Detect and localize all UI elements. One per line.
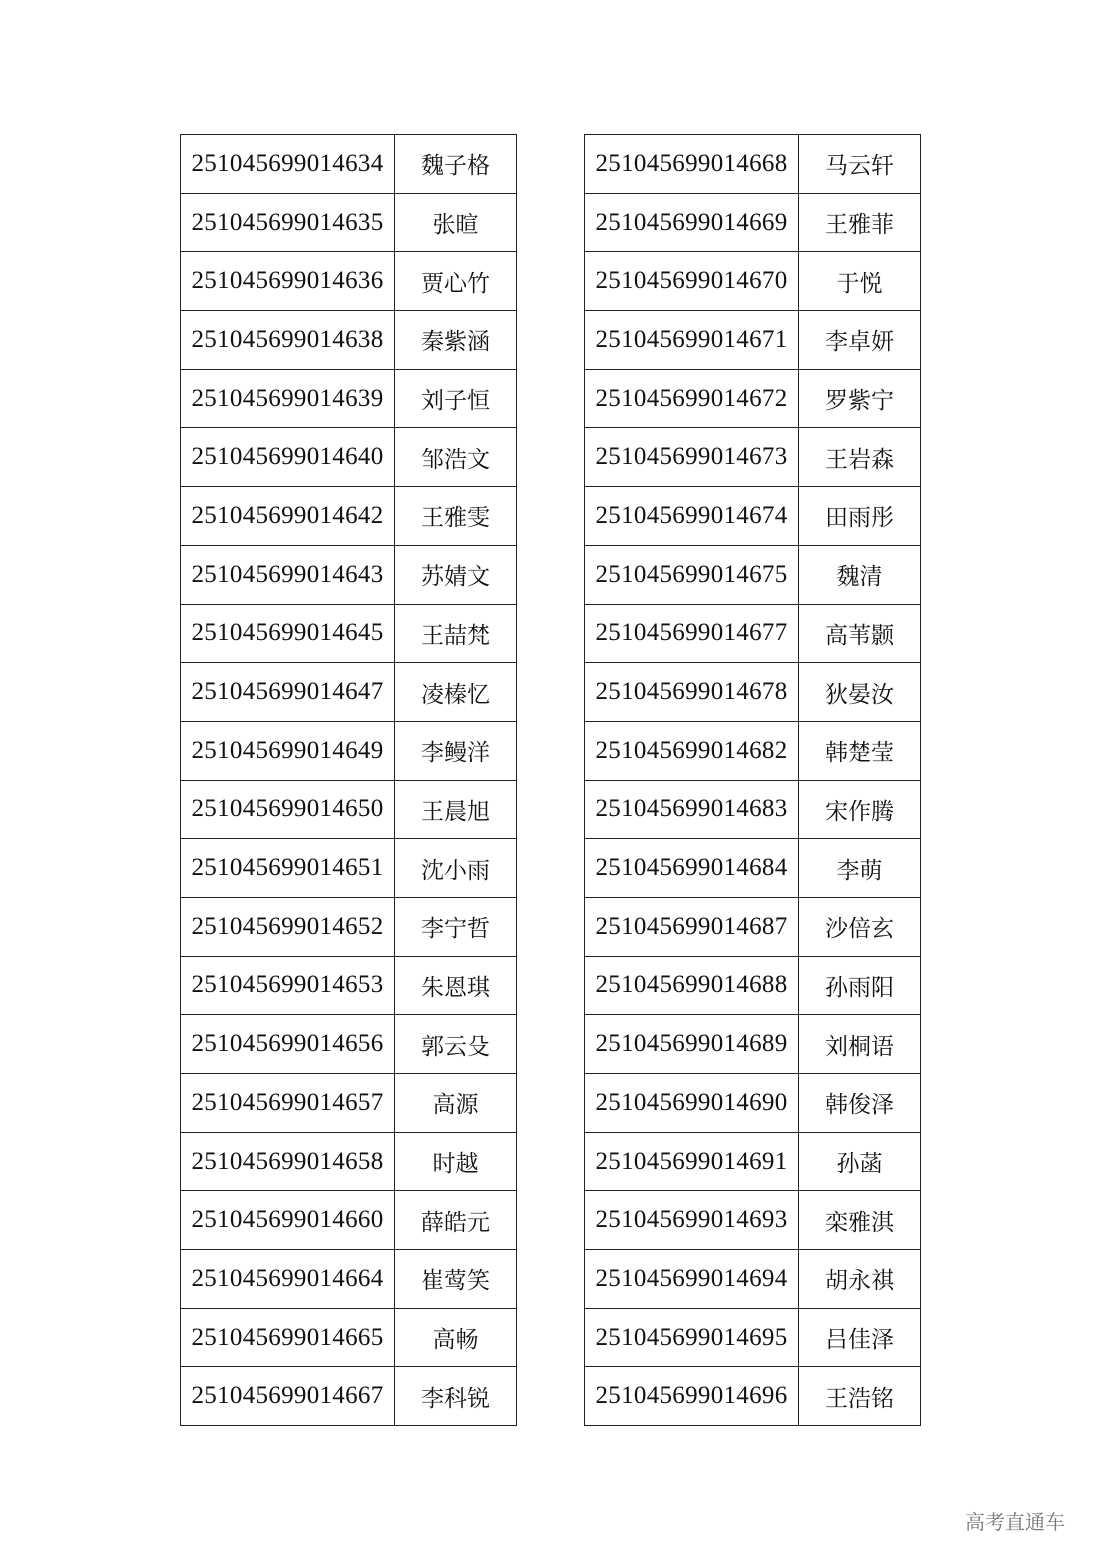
exam-id-cell: 251045699014658 <box>181 1132 395 1191</box>
table-row <box>585 193 921 252</box>
table-row <box>585 428 921 487</box>
student-name-cell: 罗紫宁 <box>799 369 921 428</box>
exam-id-cell: 251045699014649 <box>181 721 395 780</box>
exam-id-cell: 251045699014688 <box>585 956 799 1015</box>
table-row <box>181 1308 517 1367</box>
exam-id-cell: 251045699014678 <box>585 663 799 722</box>
student-name-cell: 秦紫涵 <box>395 311 517 370</box>
student-name-cell: 韩俊泽 <box>799 1074 921 1133</box>
student-name-cell: 崔莺笑 <box>395 1250 517 1309</box>
student-name-cell: 刘子恒 <box>395 369 517 428</box>
exam-id-cell: 251045699014634 <box>181 135 395 194</box>
exam-id-cell: 251045699014664 <box>181 1250 395 1309</box>
student-name-cell: 沈小雨 <box>395 839 517 898</box>
table-row <box>585 1074 921 1133</box>
table-row <box>585 252 921 311</box>
student-name-cell: 王岩森 <box>799 428 921 487</box>
student-name-cell: 栾雅淇 <box>799 1191 921 1250</box>
table-row <box>181 1367 517 1426</box>
exam-id-cell: 251045699014647 <box>181 663 395 722</box>
exam-id-cell: 251045699014690 <box>585 1074 799 1133</box>
student-name-cell: 王雅菲 <box>799 193 921 252</box>
student-name-cell: 李萌 <box>799 839 921 898</box>
exam-id-cell: 251045699014670 <box>585 252 799 311</box>
table-row <box>585 897 921 956</box>
student-name-cell: 高源 <box>395 1074 517 1133</box>
table-row <box>585 839 921 898</box>
table-row <box>181 1015 517 1074</box>
table-row <box>181 1132 517 1191</box>
table-row <box>181 604 517 663</box>
student-name-cell: 朱恩琪 <box>395 956 517 1015</box>
exam-id-cell: 251045699014657 <box>181 1074 395 1133</box>
student-name-cell: 薛皓元 <box>395 1191 517 1250</box>
exam-id-cell: 251045699014684 <box>585 839 799 898</box>
student-name-cell: 田雨彤 <box>799 487 921 546</box>
table-row <box>585 1191 921 1250</box>
student-name-cell: 李科锐 <box>395 1367 517 1426</box>
student-name-cell: 王雅雯 <box>395 487 517 546</box>
student-name-cell: 高苇颢 <box>799 604 921 663</box>
exam-id-cell: 251045699014638 <box>181 311 395 370</box>
table-row <box>585 1367 921 1426</box>
exam-id-cell: 251045699014639 <box>181 369 395 428</box>
student-name-cell: 王晨旭 <box>395 780 517 839</box>
exam-id-cell: 251045699014650 <box>181 780 395 839</box>
table-row <box>585 721 921 780</box>
student-name-cell: 时越 <box>395 1132 517 1191</box>
exam-id-cell: 251045699014677 <box>585 604 799 663</box>
table-row <box>181 311 517 370</box>
exam-id-cell: 251045699014673 <box>585 428 799 487</box>
exam-id-cell: 251045699014687 <box>585 897 799 956</box>
student-name-cell: 魏子格 <box>395 135 517 194</box>
table-row <box>585 311 921 370</box>
exam-id-cell: 251045699014674 <box>585 487 799 546</box>
table-row <box>181 1191 517 1250</box>
table-row <box>181 897 517 956</box>
table-row <box>181 487 517 546</box>
table-row <box>181 545 517 604</box>
exam-id-cell: 251045699014660 <box>181 1191 395 1250</box>
exam-id-cell: 251045699014671 <box>585 311 799 370</box>
exam-id-cell: 251045699014656 <box>181 1015 395 1074</box>
exam-id-cell: 251045699014689 <box>585 1015 799 1074</box>
student-name-cell: 高畅 <box>395 1308 517 1367</box>
table-row <box>585 663 921 722</box>
table-row <box>585 604 921 663</box>
exam-id-cell: 251045699014667 <box>181 1367 395 1426</box>
table-row <box>181 1250 517 1309</box>
student-name-cell: 孙菡 <box>799 1132 921 1191</box>
exam-id-cell: 251045699014682 <box>585 721 799 780</box>
exam-id-cell: 251045699014640 <box>181 428 395 487</box>
student-name-cell: 魏清 <box>799 545 921 604</box>
exam-id-cell: 251045699014653 <box>181 956 395 1015</box>
student-name-cell: 王浩铭 <box>799 1367 921 1426</box>
table-row <box>585 1308 921 1367</box>
watermark: 高考直通车 <box>965 1510 1065 1534</box>
student-name-cell: 胡永祺 <box>799 1250 921 1309</box>
exam-id-cell: 251045699014652 <box>181 897 395 956</box>
table-row <box>181 1074 517 1133</box>
exam-id-cell: 251045699014636 <box>181 252 395 311</box>
student-table-right <box>584 134 921 1426</box>
table-row <box>181 721 517 780</box>
table-row <box>181 956 517 1015</box>
exam-id-cell: 251045699014694 <box>585 1250 799 1309</box>
table-row <box>181 252 517 311</box>
student-name-cell: 郭云殳 <box>395 1015 517 1074</box>
exam-id-cell: 251045699014651 <box>181 839 395 898</box>
table-row <box>181 193 517 252</box>
exam-id-cell: 251045699014668 <box>585 135 799 194</box>
student-name-cell: 吕佳泽 <box>799 1308 921 1367</box>
student-name-cell: 贾心竹 <box>395 252 517 311</box>
table-row <box>585 135 921 194</box>
table-row <box>181 839 517 898</box>
exam-id-cell: 251045699014645 <box>181 604 395 663</box>
table-row <box>181 663 517 722</box>
student-name-cell: 李卓妍 <box>799 311 921 370</box>
table-row <box>181 780 517 839</box>
exam-id-cell: 251045699014672 <box>585 369 799 428</box>
student-name-cell: 沙倍玄 <box>799 897 921 956</box>
table-row <box>181 135 517 194</box>
exam-id-cell: 251045699014635 <box>181 193 395 252</box>
exam-id-cell: 251045699014675 <box>585 545 799 604</box>
exam-id-cell: 251045699014691 <box>585 1132 799 1191</box>
student-name-cell: 李宁哲 <box>395 897 517 956</box>
student-name-cell: 苏婧文 <box>395 545 517 604</box>
table-row <box>585 1015 921 1074</box>
table-row <box>585 956 921 1015</box>
student-name-cell: 孙雨阳 <box>799 956 921 1015</box>
table-row <box>585 369 921 428</box>
student-name-cell: 韩楚莹 <box>799 721 921 780</box>
student-name-cell: 刘桐语 <box>799 1015 921 1074</box>
student-name-cell: 宋作腾 <box>799 780 921 839</box>
exam-id-cell: 251045699014642 <box>181 487 395 546</box>
exam-id-cell: 251045699014665 <box>181 1308 395 1367</box>
student-name-cell: 凌榛忆 <box>395 663 517 722</box>
table-row <box>585 1250 921 1309</box>
table-row <box>585 780 921 839</box>
exam-id-cell: 251045699014696 <box>585 1367 799 1426</box>
table-row <box>181 428 517 487</box>
table-row <box>181 369 517 428</box>
student-name-cell: 于悦 <box>799 252 921 311</box>
table-row <box>585 545 921 604</box>
exam-id-cell: 251045699014693 <box>585 1191 799 1250</box>
exam-id-cell: 251045699014669 <box>585 193 799 252</box>
student-name-cell: 邹浩文 <box>395 428 517 487</box>
student-name-cell: 张暄 <box>395 193 517 252</box>
exam-id-cell: 251045699014643 <box>181 545 395 604</box>
table-row <box>585 1132 921 1191</box>
student-name-cell: 马云轩 <box>799 135 921 194</box>
student-table-left <box>180 134 517 1426</box>
exam-id-cell: 251045699014695 <box>585 1308 799 1367</box>
student-name-cell: 狄晏汝 <box>799 663 921 722</box>
table-row <box>585 487 921 546</box>
student-name-cell: 王喆梵 <box>395 604 517 663</box>
student-name-cell: 李鳗洋 <box>395 721 517 780</box>
exam-id-cell: 251045699014683 <box>585 780 799 839</box>
